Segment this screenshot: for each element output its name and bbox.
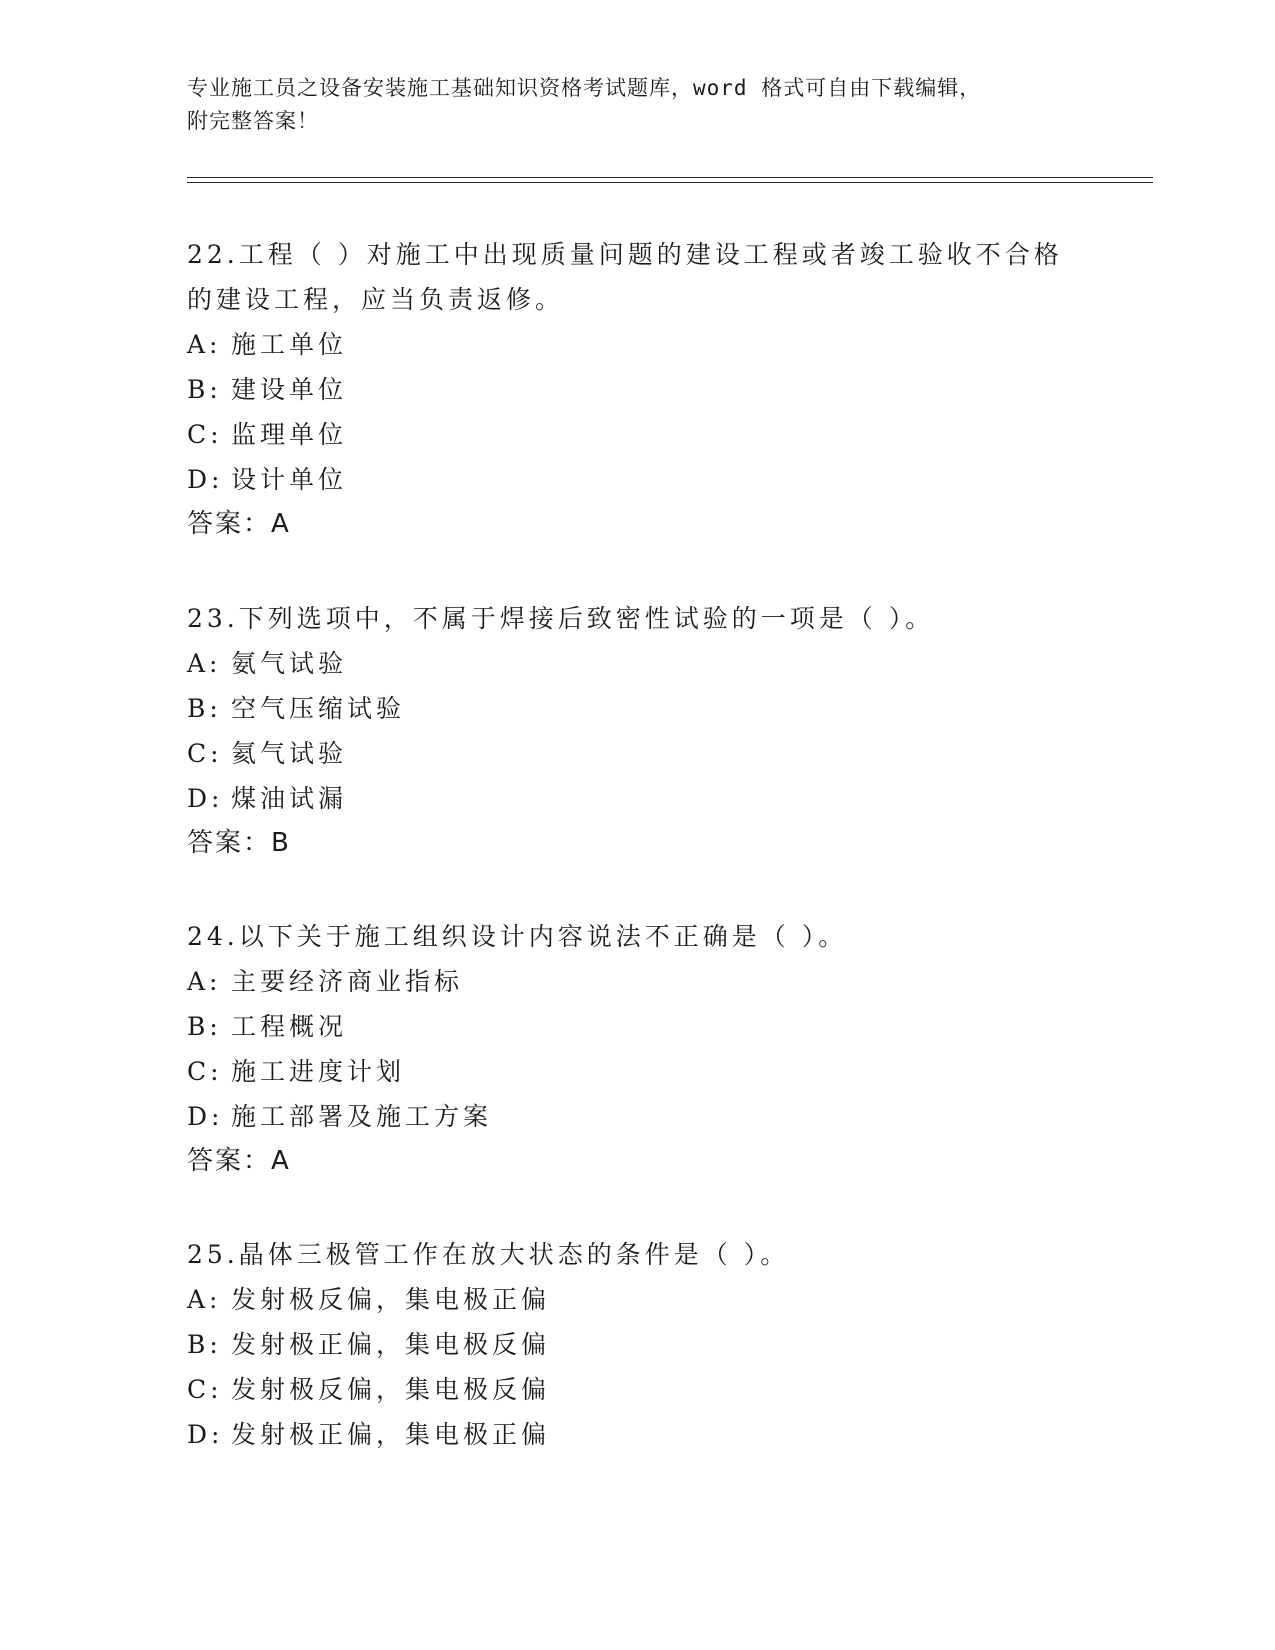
document-intro: 专业施工员之设备安装施工基础知识资格考试题库，word 格式可自由下载编辑， 附完整答案！ [187,76,982,133]
question-23 [187,596,1087,866]
option-key: C: [187,420,223,449]
option-b [187,1004,1087,1049]
answer: 答案：A [187,509,291,539]
option-text: 施工部署及施工方案 [231,1102,493,1131]
option-key: B: [187,694,222,723]
option-a [187,1277,1087,1322]
option-c [187,412,1087,457]
option-c [187,1049,1087,1094]
option-text: 空气压缩试验 [231,694,406,723]
option-key: D: [187,465,224,494]
option-key: A: [187,1285,222,1314]
option-text: 设计单位 [231,465,348,494]
option-b [187,686,1087,731]
question-25 [187,1232,1087,1457]
option-key: B: [187,1012,222,1041]
header-divider-bottom [187,182,1153,183]
option-c [187,1367,1087,1412]
option-text: 氦气试验 [231,739,348,768]
option-text: 建设单位 [231,375,348,404]
option-c [187,731,1087,776]
option-text: 工程概况 [231,1012,348,1041]
option-text: 施工单位 [231,330,348,359]
answer: 答案：B [187,828,291,858]
header-divider-top [187,177,1153,178]
option-key: C: [187,1375,223,1404]
option-text: 监理单位 [231,420,348,449]
option-key: D: [187,784,224,813]
option-key: C: [187,1057,223,1086]
question-stem: 24.以下关于施工组织设计内容说法不正确是（ ）。 [187,922,848,951]
option-key: B: [187,375,222,404]
option-b [187,367,1087,412]
option-text: 发射极反偏，集电极反偏 [231,1375,551,1404]
option-a [187,641,1087,686]
option-text: 煤油试漏 [231,784,348,813]
option-d [187,1412,1087,1457]
option-d [187,1094,1087,1139]
option-b [187,1322,1087,1367]
option-d [187,457,1087,502]
answer: 答案：A [187,1146,291,1176]
option-key: D: [187,1102,224,1131]
option-text: 主要经济商业指标 [231,967,464,996]
option-key: B: [187,1330,222,1359]
option-text: 氨气试验 [231,649,348,678]
question-stem: 22.工程（ ）对施工中出现质量问题的建设工程或者竣工验收不合格的建设工程，应当负责返修。 [187,240,1063,314]
option-text: 发射极正偏，集电极正偏 [231,1420,551,1449]
option-text: 发射极正偏，集电极反偏 [231,1330,551,1359]
option-a [187,322,1087,367]
question-22 [187,232,1087,547]
option-key: A: [187,967,222,996]
option-key: A: [187,330,222,359]
option-a [187,959,1087,1004]
option-d [187,776,1087,821]
question-stem: 23.下列选项中，不属于焊接后致密性试验的一项是（ ）。 [187,604,935,633]
option-text: 发射极反偏，集电极正偏 [231,1285,551,1314]
option-text: 施工进度计划 [231,1057,406,1086]
question-stem: 25.晶体三极管工作在放大状态的条件是（ ）。 [187,1240,790,1269]
option-key: D: [187,1420,224,1449]
option-key: A: [187,649,222,678]
option-key: C: [187,739,223,768]
question-24 [187,914,1087,1184]
